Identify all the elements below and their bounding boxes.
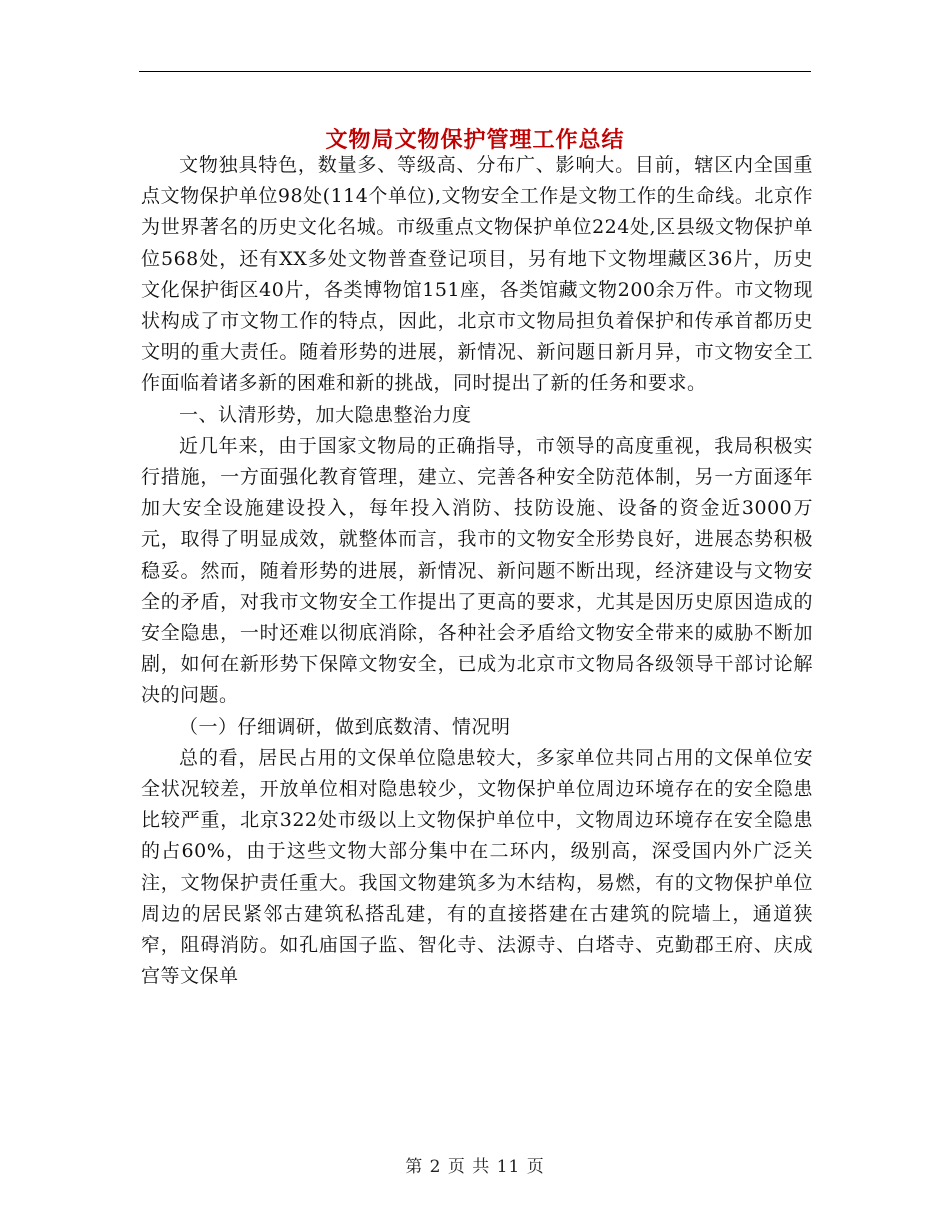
document-title: 文物局文物保护管理工作总结: [325, 126, 625, 153]
paragraph-situation: 近几年来，由于国家文物局的正确指导，市领导的高度重视，我局积极实行措施，一方面强化教育管理，建立、完善各种安全防范体制，另一方面逐年加大安全设施建设投入，每年投入消防、技防设施、设备的资金近3000万元，取得了明显成效，就整体而言，我市的文物安全形势良好，进展态势积极稳妥。然而，随着形势的进展，新情况、新问题不断出现，经济建设与文物安全的矛盾，对我市文物安全工作提出了更高的要求，尤其是因历史原因造成的安全隐患，一时还难以彻底消除，各种社会矛盾给文物安全带来的威胁不断加剧，如何在新形势下保障文物安全，已成为北京市文物局各级领导干部讨论解决的问题。: [141, 434, 813, 707]
subsection-heading-1: （一）仔细调研，做到底数清、情况明: [179, 715, 511, 738]
paragraph-survey: 总的看，居民占用的文保单位隐患较大，多家单位共同占用的文保单位安全状况较差，开放单位相对隐患较少，文物保护单位周边环境存在的安全隐患比较严重，北京322处市级以上文物保护单位中，文物周边环境存在安全隐患的占60%，由于这些文物大部分集中在二环内，级别高，深受国内外广泛关注，文物保护责任重大。我国文物建筑多为木结构，易燃，有的文物保护单位周边的居民紧邻古建筑私搭乱建，有的直接搭建在古建筑的院墙上，通道狭窄，阻碍消防。如孔庙国子监、智化寺、法源寺、白塔寺、克勤郡王府、庆成宫等文保单: [141, 746, 813, 988]
header-rule: [139, 71, 811, 72]
section-heading-1: 一、认清形势，加大隐患整治力度: [179, 403, 472, 426]
page-number-footer: 第 2 页 共 11 页: [405, 1157, 545, 1177]
paragraph-intro: 文物独具特色，数量多、等级高、分布广、影响大。目前，辖区内全国重点文物保护单位98处(114个单位),文物安全工作是文物工作的生命线。北京作为世界著名的历史文化名城。市级重点文物保护单位224处,区县级文物保护单位568处，还有XX多处文物普查登记项目，另有地下文物埋藏区36片，历史文化保护街区40片，各类博物馆151座，各类馆藏文物200余万件。市文物现状构成了市文物工作的特点，因此，北京市文物局担负着保护和传承首都历史文明的重大责任。随着形势的进展，新情况、新问题日新月异，市文物安全工作面临着诸多新的困难和新的挑战，同时提出了新的任务和要求。: [141, 154, 813, 395]
document-body: [141, 150, 813, 992]
